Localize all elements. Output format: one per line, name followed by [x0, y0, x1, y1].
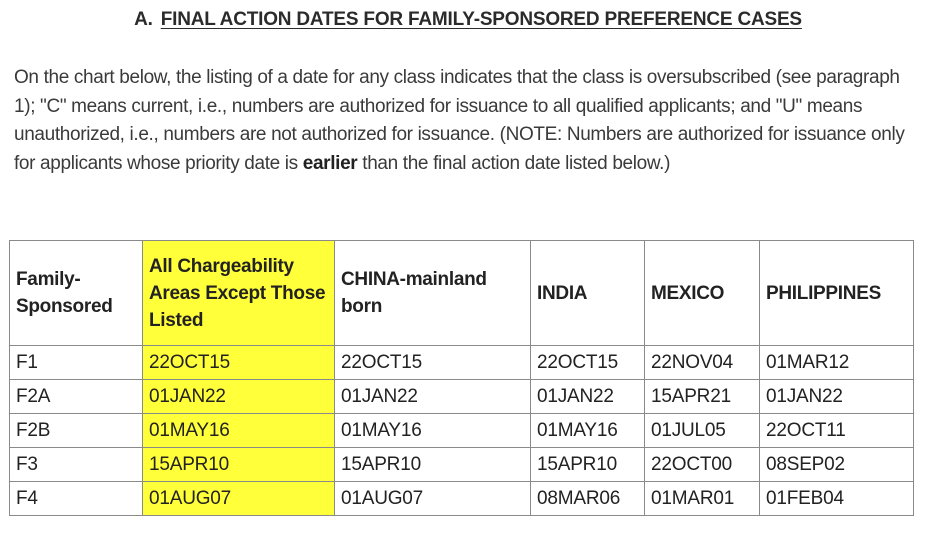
cell-mexico: 22NOV04 — [645, 346, 760, 380]
cell-china: 22OCT15 — [335, 346, 531, 380]
intro-text-part2: than the final action date listed below.) — [357, 152, 671, 174]
cell-all-chargeability: 22OCT15 — [143, 346, 335, 380]
cell-philippines: 01JAN22 — [760, 380, 914, 414]
section-letter: A. — [134, 9, 153, 30]
cell-category: F2A — [10, 380, 143, 414]
header-china: CHINA-mainland born — [335, 241, 531, 346]
cell-all-chargeability: 01JAN22 — [143, 380, 335, 414]
cell-india: 08MAR06 — [531, 482, 645, 516]
header-family-sponsored: Family-Sponsored — [10, 241, 143, 346]
cell-china: 01AUG07 — [335, 482, 531, 516]
cell-philippines: 08SEP02 — [760, 448, 914, 482]
table-row — [10, 448, 914, 482]
cell-all-chargeability: 01AUG07 — [143, 482, 335, 516]
cell-china: 01MAY16 — [335, 414, 531, 448]
cell-mexico: 01JUL05 — [645, 414, 760, 448]
table-row — [10, 380, 914, 414]
final-action-dates-table — [9, 240, 914, 516]
cell-all-chargeability: 15APR10 — [143, 448, 335, 482]
section-heading: FINAL ACTION DATES FOR FAMILY-SPONSORED PREFERENCE CASES — [160, 9, 802, 30]
cell-philippines: 01MAR12 — [760, 346, 914, 380]
table-row — [10, 346, 914, 380]
cell-category: F3 — [10, 448, 143, 482]
intro-bold-word: earlier — [302, 152, 358, 174]
cell-india: 22OCT15 — [531, 346, 645, 380]
header-philippines: PHILIPPINES — [760, 241, 914, 346]
header-india: INDIA — [531, 241, 645, 346]
cell-category: F2B — [10, 414, 143, 448]
header-mexico: MEXICO — [645, 241, 760, 346]
table-row — [10, 414, 914, 448]
cell-india: 15APR10 — [531, 448, 645, 482]
header-all-chargeability: All Chargeability Areas Except Those Listed — [143, 241, 335, 346]
cell-philippines: 01FEB04 — [760, 482, 914, 516]
table-header-row — [10, 241, 914, 346]
cell-category: F4 — [10, 482, 143, 516]
cell-philippines: 22OCT11 — [760, 414, 914, 448]
intro-text-part1: On the chart below, the listing of a date for any class indicates that the class is oversubscribed (see paragraph 1); "C" means current, i.e., numbers are authorized for issuance to all qualified applicants; and "U" means unauthorized, i.e., numbers are not authorized for issuance. (NOTE: Numbers are authorized for issuance only for applicants whose priority date is — [14, 67, 905, 174]
cell-china: 01JAN22 — [335, 380, 531, 414]
cell-mexico: 15APR21 — [645, 380, 760, 414]
section-title — [0, 9, 936, 31]
cell-all-chargeability: 01MAY16 — [143, 414, 335, 448]
intro-paragraph — [14, 64, 914, 178]
cell-india: 01MAY16 — [531, 414, 645, 448]
cell-china: 15APR10 — [335, 448, 531, 482]
table-row — [10, 482, 914, 516]
cell-mexico: 01MAR01 — [645, 482, 760, 516]
cell-category: F1 — [10, 346, 143, 380]
cell-india: 01JAN22 — [531, 380, 645, 414]
cell-mexico: 22OCT00 — [645, 448, 760, 482]
